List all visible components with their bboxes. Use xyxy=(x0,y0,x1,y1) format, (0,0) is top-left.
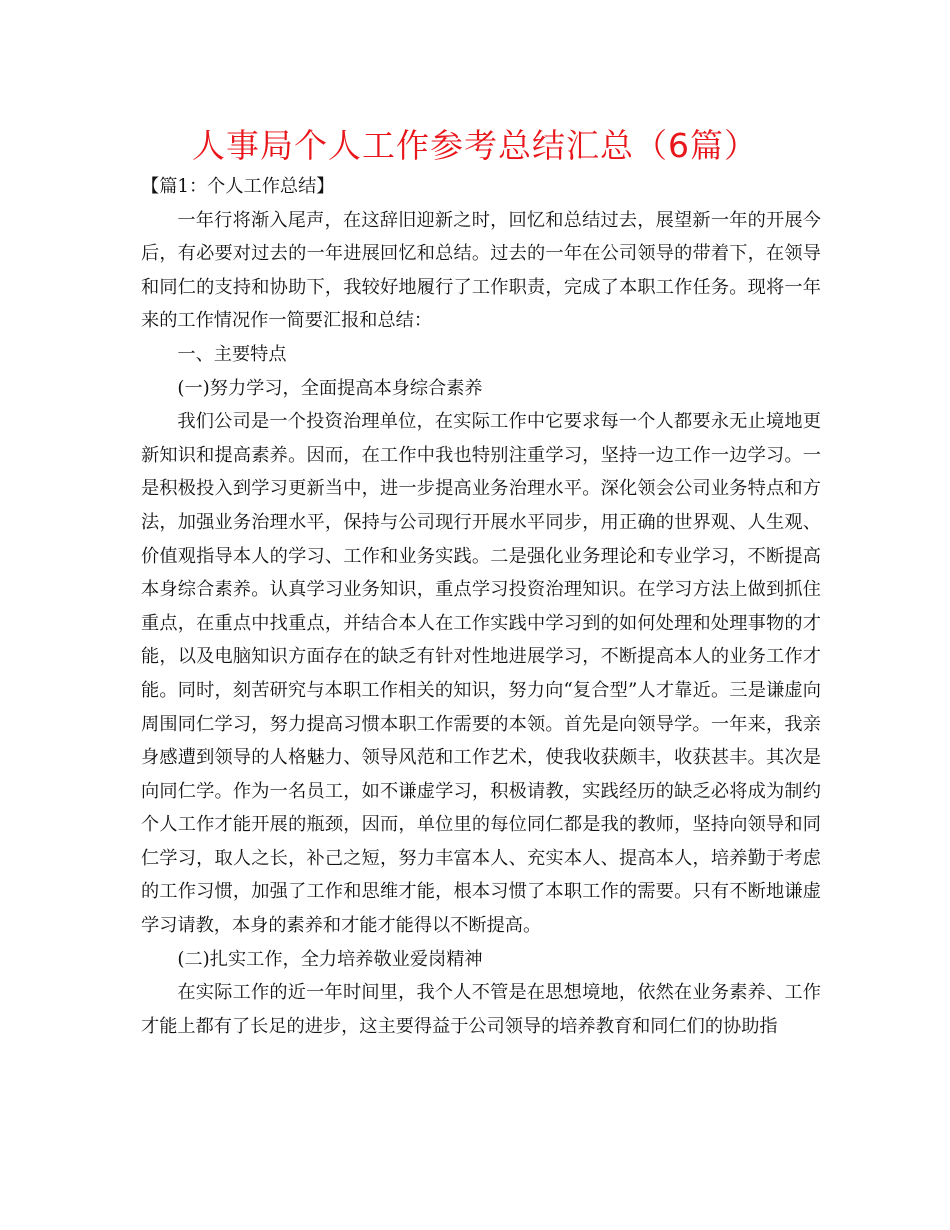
chapter-heading: 【篇1：个人工作总结】 xyxy=(141,176,335,197)
document-title: 人事局个人工作参考总结汇总（6篇） xyxy=(192,126,758,165)
body-paragraph: 在实际工作的近一年时间里，我个人不管是在思想境地，依然在业务素养、工作才能上都有了长足的进步，这主要得益于公司领导的培养教育和同仁们的协助指 xyxy=(141,982,821,1037)
subsection-heading: (二)扎实工作，全力培养敬业爱岗精神 xyxy=(177,948,483,970)
section-heading: 一、主要特点 xyxy=(177,343,287,365)
body-paragraph: 我们公司是一个投资治理单位，在实际工作中它要求每一个人都要永无止境地更新知识和提高素养。因而，在工作中我也特别注重学习，坚持一边工作一边学习。一是积极投入到学习更新当中，进一步提高业务治理水平。深化领会公司业务特点和方法，加强业务治理水平，保持与公司现行开展水平同步，用正确的世界观、人生观、价值观指导本人的学习、工作和业务实践。二是强化业务理论和专业学习，不断提高本身综合素养。认真学习业务知识，重点学习投资治理知识。在学习方法上做到抓住重点，在重点中找重点，并结合本人在工作实践中学习到的如何处理和处理事物的才能，以及电脑知识方面存在的缺乏有针对性地进展学习，不断提高本人的业务工作才能。同时，刻苦研究与本职工作相关的知识，努力向“复合型”人才靠近。三是谦虚向周围同仁学习，努力提高习惯本职工作需要的本领。首先是向领导学。一年来，我亲身感遭到领导的人格魅力、领导风范和工作艺术，使我收获颇丰，收获甚丰。其次是向同仁学。作为一名员工，如不谦虚学习，积极请教，实践经历的缺乏必将成为制约个人工作才能开展的瓶颈，因而，单位里的每位同仁都是我的教师，坚持向领导和同仁学习，取人之长，补己之短，努力丰富本人、充实本人、提高本人，培养勤于考虑的工作习惯，加强了工作和思维才能，根本习惯了本职工作的需要。只有不断地谦虚学习请教，本身的素养和才能才能得以不断提高。 xyxy=(141,411,821,937)
document-body xyxy=(141,170,821,1043)
subsection-heading: (一)努力学习，全面提高本身综合素养 xyxy=(177,377,483,399)
body-paragraph: 一年行将渐入尾声，在这辞旧迎新之时，回忆和总结过去，展望新一年的开展今后，有必要对过去的一年进展回忆和总结。过去的一年在公司领导的带着下，在领导和同仁的支持和协助下，我较好地履行了工作职责，完成了本职工作任务。现将一年来的工作情况作一简要汇报和总结： xyxy=(141,209,821,332)
